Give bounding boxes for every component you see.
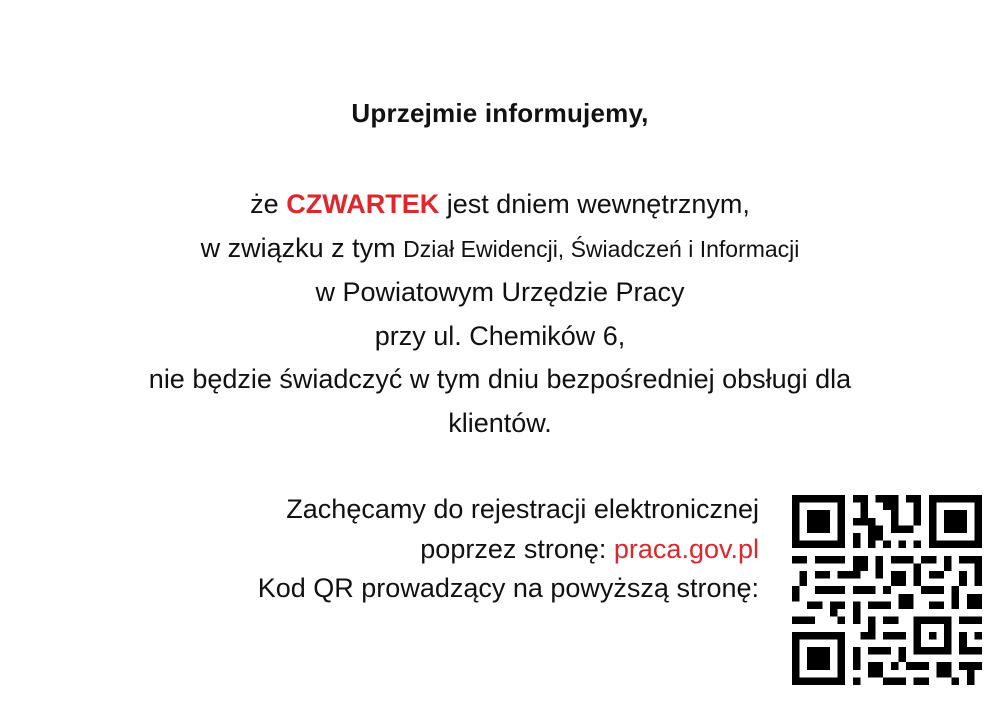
registration-callout	[258, 490, 759, 609]
notice-line-5: nie będzie świadczyć w tym dniu bezpośredniej obsługi dla	[148, 364, 852, 394]
cta-line-2-pre: poprzez stronę:	[420, 533, 607, 564]
cta-line-3: Kod QR prowadzący na powyższą stronę:	[257, 573, 759, 603]
notice-line-1-post: jest dniem wewnętrznym,	[446, 189, 750, 219]
notice-line-4: przy ul. Chemików 6,	[374, 320, 626, 351]
qr-code-icon[interactable]	[792, 495, 982, 685]
notice-heading: Uprzejmie informujemy,	[351, 98, 649, 128]
notice-body	[0, 183, 1000, 445]
cta-line-2	[258, 530, 759, 570]
notice-line-6: klientów.	[448, 407, 552, 438]
notice-line-3: w Powiatowym Urzędzie Pracy	[315, 277, 685, 307]
department-name: Dział Ewidencji, Świadczeń i Informacji	[403, 235, 800, 262]
praca-gov-link[interactable]: praca.gov.pl	[613, 533, 759, 564]
weekday-highlight: CZWARTEK	[286, 189, 440, 219]
notice-line-1	[0, 183, 1000, 227]
notice-line-2-pre: w związku z tym	[200, 232, 396, 263]
cta-line-1: Zachęcamy do rejestracji elektronicznej	[286, 494, 759, 524]
notice-line-1-pre: że	[250, 189, 279, 219]
notice-line-2	[0, 227, 1000, 272]
